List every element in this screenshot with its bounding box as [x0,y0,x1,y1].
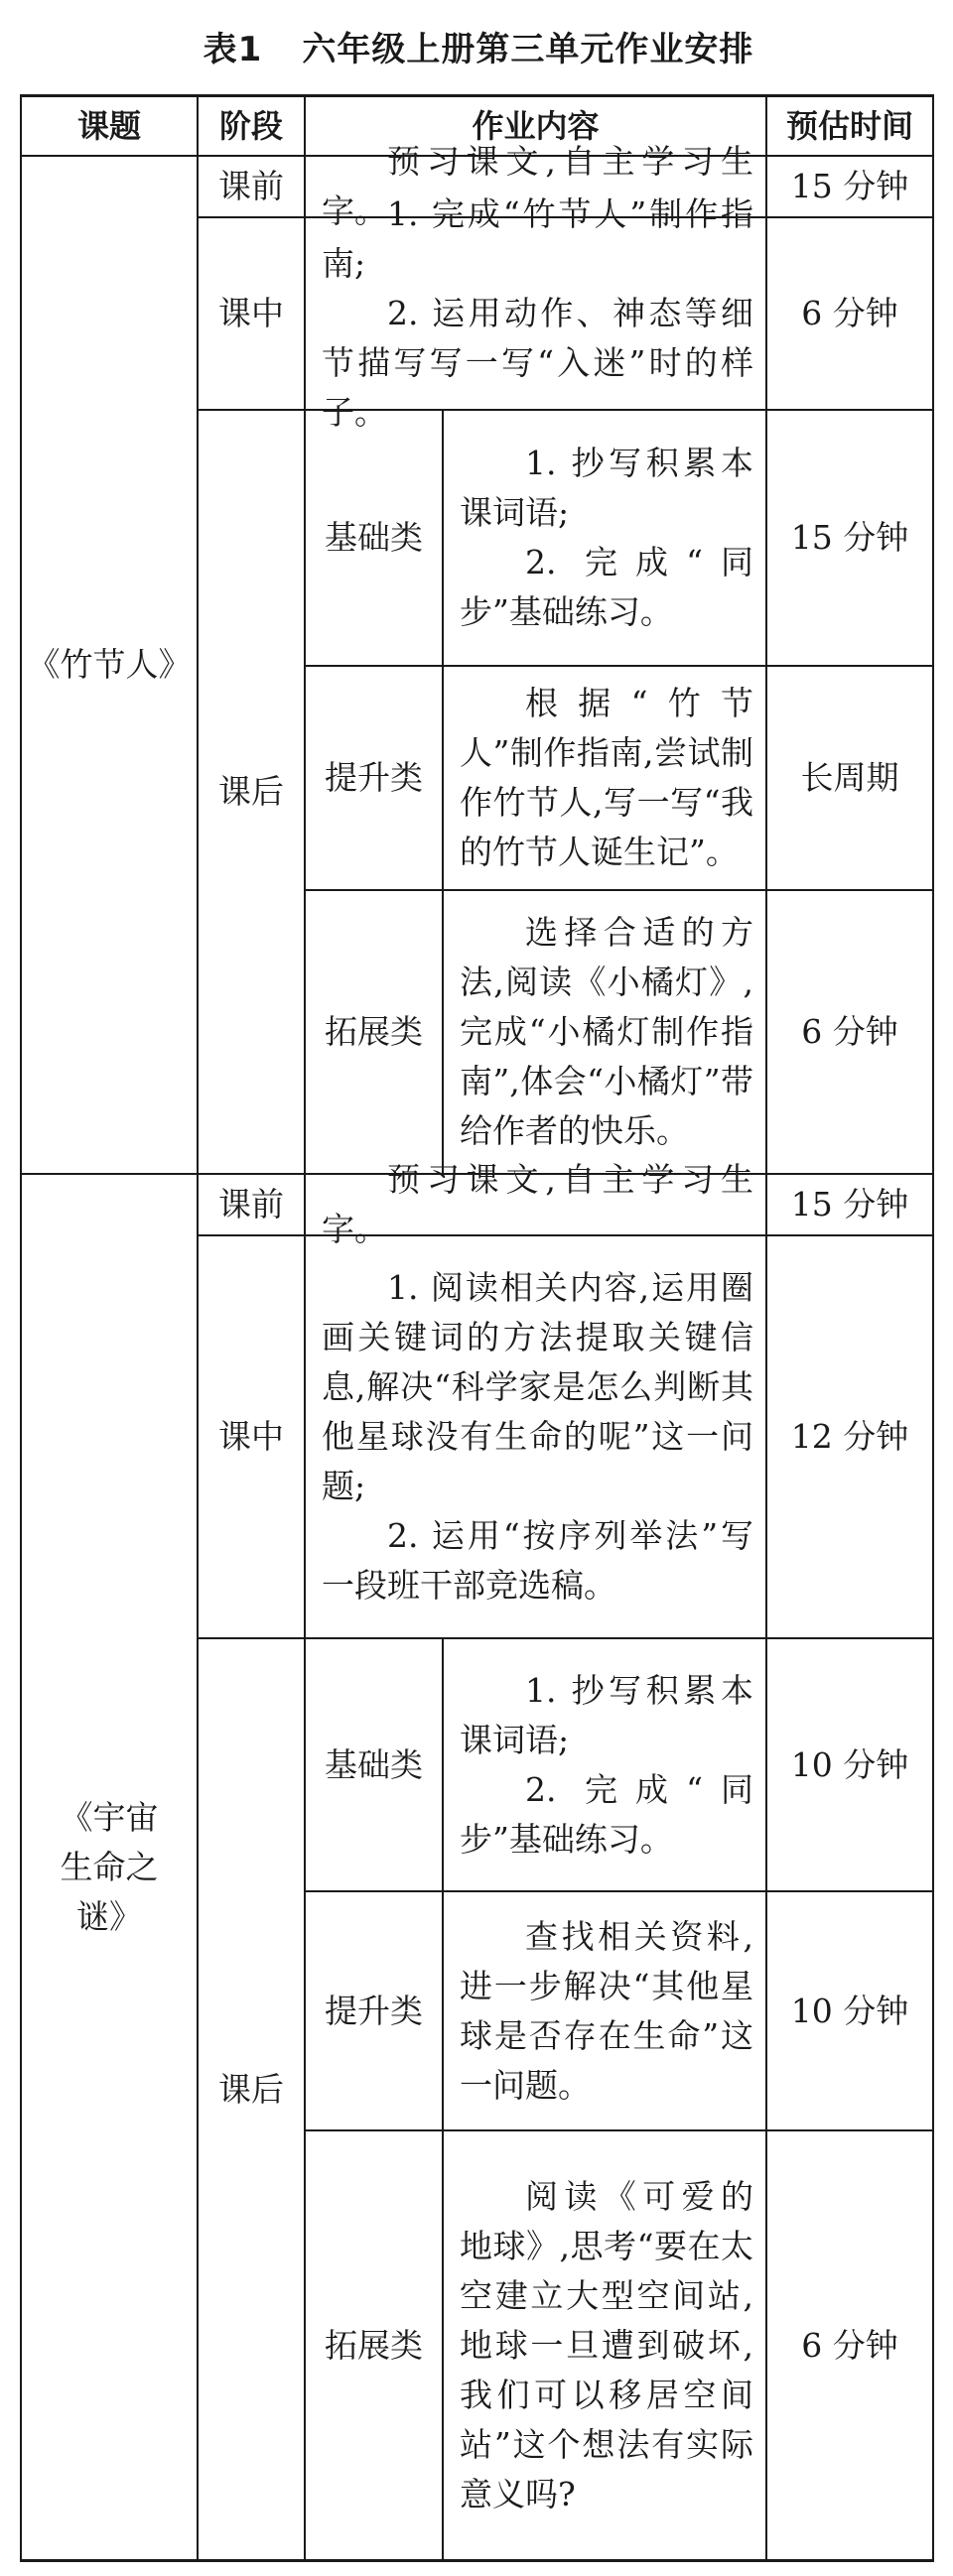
time-extend: 6 分钟 [801,2325,898,2365]
content-text: 2. 完成“同步”基础练习。 [460,543,753,631]
stage-mid: 课中 [218,294,284,332]
content-text: 1. 阅读相关内容,运用圈画关键词的方法提取关键信息,解决“科学家是怎么判断其他星球没有生命的呢”这一问题; [322,1268,753,1505]
content-text: 预习课文,自主学习生字。 [322,1160,753,1248]
content-mid [306,194,765,432]
content-text: 2. 运用“按序列举法”写一段班干部竞选稿。 [322,1516,753,1605]
content-improve [444,667,765,889]
stage-post: 课后 [218,2070,284,2109]
type-basic: 基础类 [325,518,423,557]
header-topic: 课题 [76,107,141,145]
content-mid [306,1236,765,1637]
content-text: 阅读《可爱的地球》,思考“要在太空建立大型空间站,地球一旦遭到破坏,我们可以移居空间站”这个想法有实际意义吗? [460,2176,753,2513]
table-caption [0,6,953,85]
content-pre [306,1160,765,1248]
header-stage: 阶段 [218,107,283,145]
content-text: 根据“竹节人”制作指南,尝试制作竹节人,写一写“我的竹节人诞生记”。 [460,684,753,871]
time-pre: 15 分钟 [790,1185,909,1224]
content-text: 查找相关资料,进一步解决“其他星球是否存在生命”这一问题。 [460,1916,753,2105]
stage-mid: 课中 [218,1417,284,1456]
table-border-bottom [20,2559,934,2562]
content-text: 2. 完成“同步”基础练习。 [460,1769,753,1859]
time-mid: 12 分钟 [790,1417,909,1456]
time-improve: 10 分钟 [790,1991,909,2030]
content-basic [444,1639,765,1890]
type-extend: 拓展类 [325,1012,423,1051]
content-text: 1. 完成“竹节人”制作指南; [322,194,753,283]
time-basic: 15 分钟 [790,518,909,557]
content-improve [444,1892,765,2129]
content-text: 1. 抄写积累本课词语; [460,444,753,532]
stage-pre: 课前 [218,167,284,205]
topic-cell: 《宇宙生命之谜》 [60,1797,159,1936]
time-basic: 10 分钟 [790,1744,909,1784]
type-basic: 基础类 [325,1744,423,1784]
time-improve: 长周期 [800,758,899,797]
type-improve: 提升类 [325,1991,423,2030]
time-mid: 6 分钟 [801,294,898,332]
table-border-right [932,94,934,2562]
stage-post: 课后 [218,772,284,811]
time-pre: 15 分钟 [790,167,909,205]
content-text: 选择合适的方法,阅读《小橘灯》,完成“小橘灯制作指南”,体会“小橘灯”带给作者的快乐。 [460,913,753,1150]
content-extend [444,891,765,1173]
content-text: 2. 运用动作、神态等细节描写写一写“入迷”时的样子。 [322,294,753,432]
time-extend: 6 分钟 [801,1012,898,1051]
table-title: 六年级上册第三单元作业安排 [302,29,754,69]
content-text: 预习课文,自主学习生字。 [322,142,753,230]
type-extend: 拓展类 [325,2325,423,2365]
stage-pre: 课前 [218,1185,284,1224]
content-basic [444,411,765,665]
header-time: 预估时间 [785,107,913,145]
content-extend [444,2131,765,2559]
type-improve: 提升类 [325,758,423,797]
content-text: 1. 抄写积累本课词语; [460,1670,753,1759]
header-content: 作业内容 [472,107,600,145]
topic-cell: 《竹节人》 [27,645,192,684]
table-number: 表1 [203,29,263,69]
